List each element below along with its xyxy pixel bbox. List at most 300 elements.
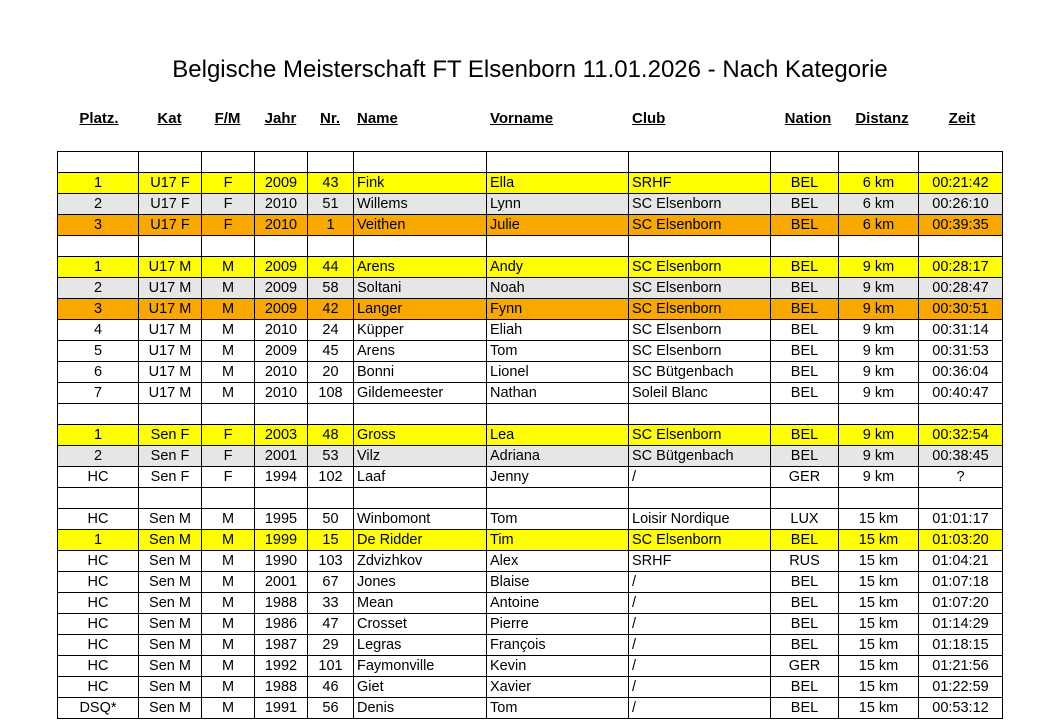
cell-vorname: Julie xyxy=(487,215,629,236)
cell-vorname xyxy=(487,236,629,257)
cell-distanz: 9 km xyxy=(839,467,919,488)
cell-kat xyxy=(139,488,202,509)
cell-zeit: 00:53:12 xyxy=(919,698,1003,719)
cell-fm: M xyxy=(202,383,255,404)
cell-club: / xyxy=(629,698,771,719)
table-row xyxy=(58,425,1003,446)
cell-kat: Sen F xyxy=(139,425,202,446)
cell-vorname: Fynn xyxy=(487,299,629,320)
cell-fm: M xyxy=(202,362,255,383)
table-row xyxy=(58,467,1003,488)
cell-fm: M xyxy=(202,530,255,551)
table-row xyxy=(58,341,1003,362)
cell-club: / xyxy=(629,677,771,698)
cell-nation: BEL xyxy=(771,194,839,215)
cell-platz: HC xyxy=(58,467,139,488)
cell-name: Giet xyxy=(354,677,487,698)
cell-zeit: 01:18:15 xyxy=(919,635,1003,656)
cell-distanz: 6 km xyxy=(839,215,919,236)
cell-jahr xyxy=(255,488,308,509)
cell-platz: 4 xyxy=(58,320,139,341)
cell-jahr: 2009 xyxy=(255,341,308,362)
spacer-row xyxy=(58,236,1003,257)
cell-nr: 24 xyxy=(308,320,354,341)
cell-distanz: 9 km xyxy=(839,341,919,362)
spacer-row xyxy=(58,404,1003,425)
cell-kat: Sen M xyxy=(139,635,202,656)
cell-jahr: 1990 xyxy=(255,551,308,572)
cell-name: Winbomont xyxy=(354,509,487,530)
cell-platz: 7 xyxy=(58,383,139,404)
cell-fm: M xyxy=(202,509,255,530)
cell-kat: Sen M xyxy=(139,593,202,614)
table-row xyxy=(58,257,1003,278)
cell-nr: 44 xyxy=(308,257,354,278)
cell-jahr: 2010 xyxy=(255,320,308,341)
cell-nation: BEL xyxy=(771,635,839,656)
cell-fm: M xyxy=(202,341,255,362)
cell-club: Loisir Nordique xyxy=(629,509,771,530)
cell-club: SC Elsenborn xyxy=(629,425,771,446)
cell-club: Soleil Blanc xyxy=(629,383,771,404)
cell-platz: 1 xyxy=(58,257,139,278)
cell-jahr: 1991 xyxy=(255,698,308,719)
cell-name: Arens xyxy=(354,257,487,278)
table-row xyxy=(58,215,1003,236)
table-row xyxy=(58,530,1003,551)
cell-vorname: Alex xyxy=(487,551,629,572)
cell-kat xyxy=(139,152,202,173)
cell-platz: HC xyxy=(58,572,139,593)
cell-nr: 43 xyxy=(308,173,354,194)
cell-fm: M xyxy=(202,656,255,677)
table-row xyxy=(58,320,1003,341)
cell-jahr xyxy=(255,404,308,425)
cell-kat: U17 F xyxy=(139,194,202,215)
header-name: Name xyxy=(357,110,398,127)
cell-nation xyxy=(771,404,839,425)
cell-nation: BEL xyxy=(771,215,839,236)
cell-zeit: 00:38:45 xyxy=(919,446,1003,467)
cell-jahr: 1999 xyxy=(255,530,308,551)
cell-nation: BEL xyxy=(771,257,839,278)
cell-nr: 46 xyxy=(308,677,354,698)
cell-kat: Sen M xyxy=(139,551,202,572)
cell-club: SC Elsenborn xyxy=(629,215,771,236)
cell-name: Willems xyxy=(354,194,487,215)
cell-nr: 102 xyxy=(308,467,354,488)
cell-fm: F xyxy=(202,446,255,467)
cell-nr: 51 xyxy=(308,194,354,215)
cell-name: Arens xyxy=(354,341,487,362)
cell-jahr: 1988 xyxy=(255,593,308,614)
cell-nr: 33 xyxy=(308,593,354,614)
table-row xyxy=(58,698,1003,719)
cell-fm xyxy=(202,152,255,173)
cell-kat: Sen M xyxy=(139,530,202,551)
cell-kat: U17 M xyxy=(139,383,202,404)
cell-vorname: Xavier xyxy=(487,677,629,698)
cell-club: SC Elsenborn xyxy=(629,194,771,215)
cell-fm: F xyxy=(202,194,255,215)
cell-jahr: 2010 xyxy=(255,215,308,236)
cell-nr: 56 xyxy=(308,698,354,719)
cell-jahr: 1987 xyxy=(255,635,308,656)
cell-vorname: Antoine xyxy=(487,593,629,614)
cell-kat xyxy=(139,236,202,257)
cell-name: Faymonville xyxy=(354,656,487,677)
cell-nr: 58 xyxy=(308,278,354,299)
cell-nr: 42 xyxy=(308,299,354,320)
table-row xyxy=(58,677,1003,698)
table-row xyxy=(58,383,1003,404)
cell-vorname: Jenny xyxy=(487,467,629,488)
cell-distanz xyxy=(839,404,919,425)
cell-kat xyxy=(139,404,202,425)
cell-nation: BEL xyxy=(771,677,839,698)
cell-name: Langer xyxy=(354,299,487,320)
header-nr: Nr. xyxy=(319,110,340,127)
cell-platz: 1 xyxy=(58,173,139,194)
cell-fm: M xyxy=(202,320,255,341)
cell-vorname: Adriana xyxy=(487,446,629,467)
cell-zeit: 00:31:14 xyxy=(919,320,1003,341)
cell-kat: U17 M xyxy=(139,299,202,320)
cell-club: SC Elsenborn xyxy=(629,341,771,362)
cell-club xyxy=(629,404,771,425)
cell-nation xyxy=(771,488,839,509)
cell-platz xyxy=(58,236,139,257)
cell-fm: F xyxy=(202,173,255,194)
cell-fm: M xyxy=(202,614,255,635)
cell-platz: HC xyxy=(58,635,139,656)
table-row xyxy=(58,173,1003,194)
table-row xyxy=(58,593,1003,614)
cell-nation: GER xyxy=(771,467,839,488)
cell-distanz: 15 km xyxy=(839,698,919,719)
cell-nation: BEL xyxy=(771,362,839,383)
cell-zeit: 00:31:53 xyxy=(919,341,1003,362)
cell-zeit: 01:22:59 xyxy=(919,677,1003,698)
cell-distanz xyxy=(839,236,919,257)
cell-jahr: 1992 xyxy=(255,656,308,677)
cell-jahr: 2001 xyxy=(255,446,308,467)
cell-nation: GER xyxy=(771,656,839,677)
cell-platz xyxy=(58,404,139,425)
cell-jahr: 1994 xyxy=(255,467,308,488)
cell-kat: U17 M xyxy=(139,362,202,383)
cell-nr: 29 xyxy=(308,635,354,656)
cell-zeit: 01:14:29 xyxy=(919,614,1003,635)
cell-fm: F xyxy=(202,467,255,488)
cell-distanz: 9 km xyxy=(839,425,919,446)
cell-nation: BEL xyxy=(771,341,839,362)
cell-nr: 15 xyxy=(308,530,354,551)
cell-fm: M xyxy=(202,278,255,299)
cell-vorname: Tom xyxy=(487,509,629,530)
cell-nr xyxy=(308,488,354,509)
cell-nation: BEL xyxy=(771,278,839,299)
cell-distanz: 9 km xyxy=(839,278,919,299)
cell-name xyxy=(354,236,487,257)
cell-nation: BEL xyxy=(771,698,839,719)
cell-name: Vilz xyxy=(354,446,487,467)
cell-platz: 3 xyxy=(58,299,139,320)
cell-kat: U17 M xyxy=(139,341,202,362)
cell-name: Legras xyxy=(354,635,487,656)
cell-kat: U17 F xyxy=(139,215,202,236)
cell-nr: 1 xyxy=(308,215,354,236)
cell-jahr: 2003 xyxy=(255,425,308,446)
cell-kat: Sen M xyxy=(139,677,202,698)
cell-distanz: 9 km xyxy=(839,257,919,278)
cell-vorname: Nathan xyxy=(487,383,629,404)
cell-platz: 3 xyxy=(58,215,139,236)
cell-vorname: Lea xyxy=(487,425,629,446)
cell-jahr: 2001 xyxy=(255,572,308,593)
cell-zeit: 00:28:47 xyxy=(919,278,1003,299)
cell-platz xyxy=(58,152,139,173)
cell-club: / xyxy=(629,614,771,635)
cell-zeit: 00:32:54 xyxy=(919,425,1003,446)
cell-jahr: 2009 xyxy=(255,278,308,299)
cell-platz: HC xyxy=(58,593,139,614)
cell-club: SC Bütgenbach xyxy=(629,446,771,467)
spacer-row xyxy=(58,152,1003,173)
cell-name xyxy=(354,488,487,509)
cell-jahr: 2010 xyxy=(255,383,308,404)
cell-zeit: 00:26:10 xyxy=(919,194,1003,215)
table-row xyxy=(58,278,1003,299)
cell-zeit xyxy=(919,152,1003,173)
cell-nr xyxy=(308,404,354,425)
header-platz: Platz. xyxy=(79,110,119,127)
cell-fm: M xyxy=(202,551,255,572)
cell-nr: 103 xyxy=(308,551,354,572)
cell-vorname: Noah xyxy=(487,278,629,299)
cell-vorname: Tim xyxy=(487,530,629,551)
cell-fm: M xyxy=(202,572,255,593)
cell-nr: 47 xyxy=(308,614,354,635)
cell-name: Gross xyxy=(354,425,487,446)
cell-platz: 1 xyxy=(58,425,139,446)
cell-kat: Sen M xyxy=(139,572,202,593)
cell-distanz: 15 km xyxy=(839,656,919,677)
cell-jahr: 1995 xyxy=(255,509,308,530)
cell-vorname: Blaise xyxy=(487,572,629,593)
cell-fm: M xyxy=(202,299,255,320)
cell-name: De Ridder xyxy=(354,530,487,551)
cell-kat: Sen F xyxy=(139,467,202,488)
cell-club: / xyxy=(629,635,771,656)
table-row xyxy=(58,362,1003,383)
cell-platz: HC xyxy=(58,614,139,635)
cell-zeit: 01:01:17 xyxy=(919,509,1003,530)
cell-distanz: 15 km xyxy=(839,572,919,593)
cell-name xyxy=(354,404,487,425)
cell-nr: 101 xyxy=(308,656,354,677)
cell-zeit: 00:21:42 xyxy=(919,173,1003,194)
cell-vorname: Lynn xyxy=(487,194,629,215)
cell-nation xyxy=(771,152,839,173)
cell-jahr: 2009 xyxy=(255,257,308,278)
cell-platz: 2 xyxy=(58,194,139,215)
cell-name: Veithen xyxy=(354,215,487,236)
cell-distanz: 6 km xyxy=(839,194,919,215)
cell-vorname: Pierre xyxy=(487,614,629,635)
cell-distanz: 6 km xyxy=(839,173,919,194)
cell-nation: LUX xyxy=(771,509,839,530)
cell-distanz: 15 km xyxy=(839,614,919,635)
cell-club: SRHF xyxy=(629,173,771,194)
cell-fm xyxy=(202,236,255,257)
cell-distanz: 15 km xyxy=(839,551,919,572)
cell-jahr: 2010 xyxy=(255,362,308,383)
header-club: Club xyxy=(632,110,666,127)
cell-distanz: 15 km xyxy=(839,593,919,614)
cell-vorname: François xyxy=(487,635,629,656)
header-fm: F/M xyxy=(214,110,241,127)
cell-zeit: ? xyxy=(919,467,1003,488)
cell-fm: M xyxy=(202,635,255,656)
cell-zeit: 01:07:18 xyxy=(919,572,1003,593)
cell-nation: RUS xyxy=(771,551,839,572)
cell-kat: Sen F xyxy=(139,446,202,467)
cell-nation: BEL xyxy=(771,572,839,593)
cell-club: / xyxy=(629,572,771,593)
cell-name xyxy=(354,152,487,173)
cell-platz xyxy=(58,488,139,509)
table-row xyxy=(58,614,1003,635)
cell-vorname: Tom xyxy=(487,698,629,719)
cell-vorname xyxy=(487,404,629,425)
cell-name: Küpper xyxy=(354,320,487,341)
cell-kat: U17 F xyxy=(139,173,202,194)
cell-zeit: 01:07:20 xyxy=(919,593,1003,614)
results-table xyxy=(57,151,1003,719)
cell-club xyxy=(629,488,771,509)
cell-kat: Sen M xyxy=(139,614,202,635)
cell-distanz: 9 km xyxy=(839,362,919,383)
cell-platz: DSQ* xyxy=(58,698,139,719)
cell-vorname: Lionel xyxy=(487,362,629,383)
table-row xyxy=(58,656,1003,677)
cell-nation: BEL xyxy=(771,425,839,446)
cell-club: / xyxy=(629,467,771,488)
results-body xyxy=(58,152,1003,719)
cell-club: / xyxy=(629,656,771,677)
cell-club xyxy=(629,236,771,257)
cell-nr: 50 xyxy=(308,509,354,530)
cell-nr: 67 xyxy=(308,572,354,593)
cell-nr: 53 xyxy=(308,446,354,467)
cell-name: Denis xyxy=(354,698,487,719)
cell-platz: 1 xyxy=(58,530,139,551)
cell-zeit: 00:28:17 xyxy=(919,257,1003,278)
table-row xyxy=(58,194,1003,215)
cell-distanz xyxy=(839,152,919,173)
cell-zeit: 00:30:51 xyxy=(919,299,1003,320)
cell-distanz: 15 km xyxy=(839,509,919,530)
cell-distanz: 9 km xyxy=(839,320,919,341)
cell-nr xyxy=(308,152,354,173)
table-row xyxy=(58,299,1003,320)
cell-nr: 108 xyxy=(308,383,354,404)
table-row xyxy=(58,509,1003,530)
cell-zeit xyxy=(919,236,1003,257)
cell-fm: F xyxy=(202,215,255,236)
cell-nation: BEL xyxy=(771,173,839,194)
cell-zeit: 00:39:35 xyxy=(919,215,1003,236)
cell-nr: 45 xyxy=(308,341,354,362)
cell-fm: M xyxy=(202,698,255,719)
cell-zeit: 01:21:56 xyxy=(919,656,1003,677)
cell-vorname: Eliah xyxy=(487,320,629,341)
cell-nation: BEL xyxy=(771,530,839,551)
cell-nation: BEL xyxy=(771,614,839,635)
cell-vorname: Kevin xyxy=(487,656,629,677)
cell-distanz: 9 km xyxy=(839,446,919,467)
cell-platz: 5 xyxy=(58,341,139,362)
cell-name: Gildemeester xyxy=(354,383,487,404)
cell-platz: 6 xyxy=(58,362,139,383)
cell-club: SC Elsenborn xyxy=(629,530,771,551)
cell-zeit: 01:04:21 xyxy=(919,551,1003,572)
table-row xyxy=(58,551,1003,572)
cell-distanz xyxy=(839,488,919,509)
cell-fm: M xyxy=(202,677,255,698)
table-row xyxy=(58,635,1003,656)
cell-nation: BEL xyxy=(771,593,839,614)
cell-vorname: Tom xyxy=(487,341,629,362)
cell-club: SC Elsenborn xyxy=(629,257,771,278)
cell-kat: U17 M xyxy=(139,257,202,278)
cell-jahr xyxy=(255,236,308,257)
cell-nation xyxy=(771,236,839,257)
cell-name: Bonni xyxy=(354,362,487,383)
spacer-row xyxy=(58,488,1003,509)
header-vorname: Vorname xyxy=(490,110,554,127)
cell-nr: 48 xyxy=(308,425,354,446)
cell-kat: Sen M xyxy=(139,656,202,677)
cell-kat: U17 M xyxy=(139,320,202,341)
cell-platz: HC xyxy=(58,509,139,530)
cell-fm xyxy=(202,488,255,509)
cell-kat: U17 M xyxy=(139,278,202,299)
table-row xyxy=(58,446,1003,467)
cell-nr xyxy=(308,236,354,257)
cell-name: Crosset xyxy=(354,614,487,635)
cell-name: Zdvizhkov xyxy=(354,551,487,572)
cell-club: / xyxy=(629,593,771,614)
cell-vorname xyxy=(487,152,629,173)
cell-name: Jones xyxy=(354,572,487,593)
cell-zeit: 00:36:04 xyxy=(919,362,1003,383)
cell-club: SC Elsenborn xyxy=(629,299,771,320)
cell-vorname xyxy=(487,488,629,509)
cell-zeit: 00:40:47 xyxy=(919,383,1003,404)
cell-vorname: Ella xyxy=(487,173,629,194)
header-kat: Kat xyxy=(157,110,182,127)
cell-zeit xyxy=(919,404,1003,425)
cell-jahr: 2010 xyxy=(255,194,308,215)
cell-jahr: 2009 xyxy=(255,173,308,194)
cell-name: Fink xyxy=(354,173,487,194)
header-distanz: Distanz xyxy=(855,110,909,127)
cell-nr: 20 xyxy=(308,362,354,383)
cell-vorname: Andy xyxy=(487,257,629,278)
table-row xyxy=(58,572,1003,593)
